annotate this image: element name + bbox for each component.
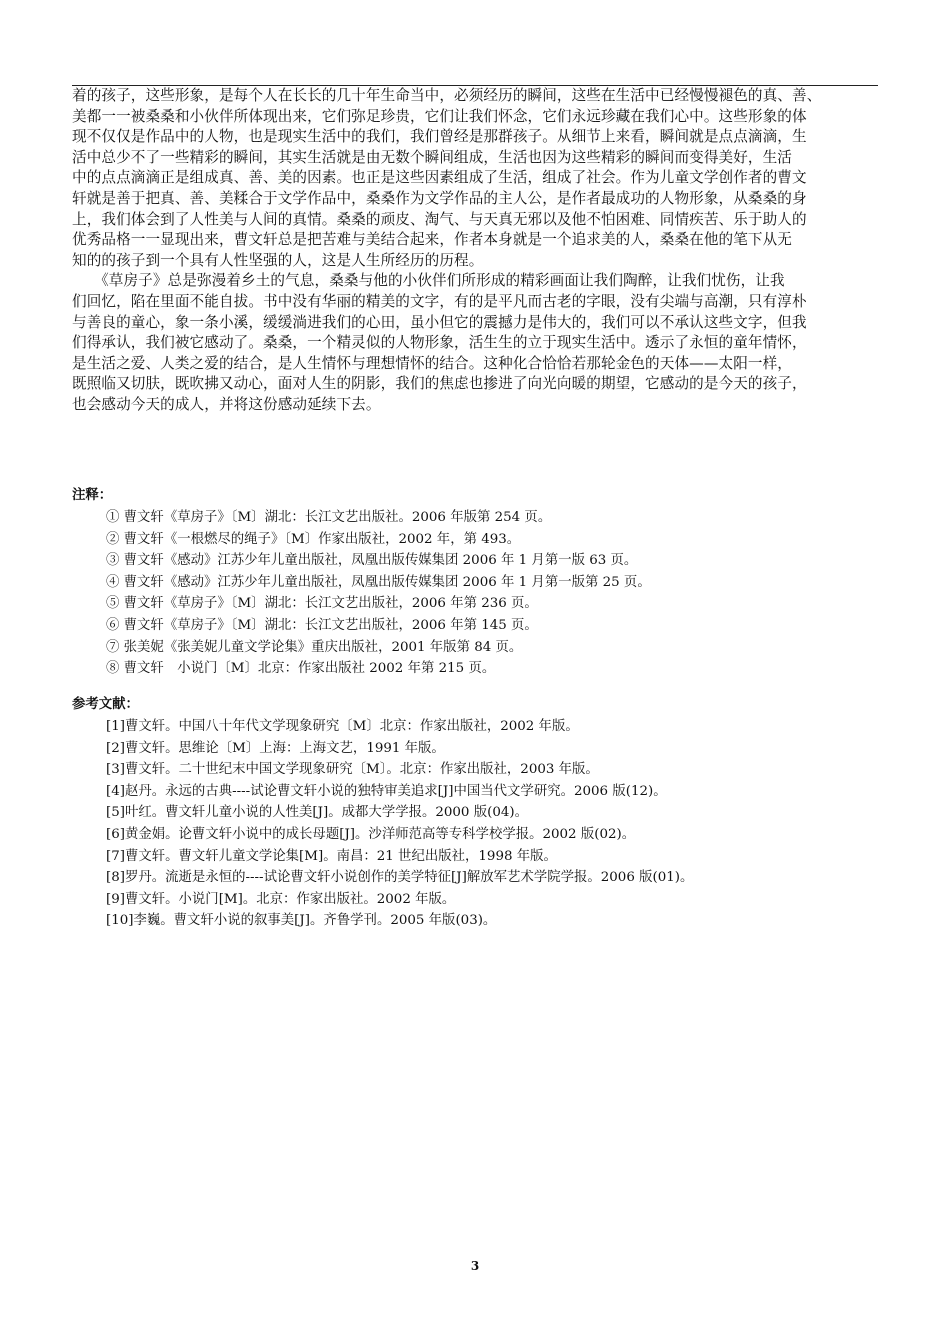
reference-item: [7]曹文轩。曹文轩儿童文学论集[M]。南昌：21 世纪出版社，1998 年版。 (106, 848, 557, 864)
body-line: 着的孩子，这些形象，是每个人在长长的几十年生命当中，必须经历的瞬间，这些在生活中已经慢慢褪色的真、善、 (72, 87, 822, 104)
reference-item: [2]曹文轩。思维论〔M〕上海：上海文艺，1991 年版。 (106, 740, 445, 756)
reference-item: [5]叶红。曹文轩儿童小说的人性美[J]。成都大学学报。2000 版(04)。 (106, 805, 528, 821)
body-line: 优秀品格一一显现出来，曹文轩总是把苦难与美结合起来，作者本身就是一个追求美的人，桑桑在他的笔下从无 (72, 231, 792, 249)
note-item: ⑥ 曹文轩《草房子》〔M〕湖北：长江文艺出版社，2006 年第 145 页。 (106, 617, 538, 633)
references-heading: 参考文献： (72, 697, 139, 712)
note-item: ④ 曹文轩《感动》江苏少年儿童出版社，凤凰出版传媒集团 2006 年 1 月第一版第 25 页。 (106, 574, 651, 590)
body-line: 是生活之爱、人类之爱的结合，是人生情怀与理想情怀的结合。这种化合恰恰若那轮金色的天体——太阳一样， (72, 354, 792, 372)
page-number: 3 (470, 1259, 480, 1273)
body-line: 也会感动今天的成人，并将这份感动延续下去。 (72, 395, 381, 413)
reference-item: [1]曹文轩。中国八十年代文学现象研究〔M〕北京：作家出版社，2002 年版。 (106, 719, 579, 734)
body-line: 活中总少不了一些精彩的瞬间，其实生活就是由无数个瞬间组成，生活也因为这些精彩的瞬间而变得美好，生活 (72, 148, 792, 166)
reference-item: [3]曹文轩。二十世纪末中国文学现象研究〔M〕。北京：作家出版社，2003 年版。 (106, 762, 599, 778)
references-section (72, 694, 872, 932)
body-line: 与善良的童心，象一条小溪，缓缓淌进我们的心田，虽小但它的震撼力是伟大的，我们可以不承认这些文字，但我 (72, 313, 807, 331)
body-text (72, 86, 884, 416)
notes-section (72, 485, 872, 680)
body-line: 知的的孩子到一个具有人性坚强的人，这是人生所经历的历程。 (72, 251, 484, 269)
reference-item: [10]李巍。曹文轩小说的叙事美[J]。齐鲁学刊。2005 年版(03)。 (106, 913, 497, 929)
notes-heading: 注释： (72, 488, 113, 503)
reference-item: [9]曹文轩。小说门[M]。北京：作家出版社。2002 年版。 (106, 891, 456, 907)
body-line: 们得承认，我们被它感动了。桑桑，一个精灵似的人物形象，活生生的立于现实生活中。透示了永恒的童年情怀， (72, 334, 807, 352)
note-item: ① 曹文轩《草房子》〔M〕湖北：长江文艺出版社。2006 年版第 254 页。 (106, 510, 552, 525)
reference-item: [6]黄金娟。论曹文轩小说中的成长母题[J]。沙洋师范高等专科学校学报。2002 版(02)。 (106, 826, 636, 842)
body-line: 美都一一被桑桑和小伙伴所体现出来，它们弥足珍贵，它们让我们怀念，它们永远珍藏在我们心中。这些形象的体 (72, 107, 807, 125)
reference-item: [4]赵丹。永远的古典----试论曹文轩小说的独特审美追求[J]中国当代文学研究。2006 版(12)。 (106, 783, 667, 799)
note-item: ⑤ 曹文轩《草房子》〔M〕湖北：长江文艺出版社，2006 年第 236 页。 (106, 596, 538, 612)
body-line: 轩就是善于把真、善、美糅合于文学作品中，桑桑作为文学作品的主人公，是作者最成功的人物形象，从桑桑的身 (72, 189, 807, 207)
note-item: ③ 曹文轩《感动》江苏少年儿童出版社，凤凰出版传媒集团 2006 年 1 月第一版 63 页。 (106, 553, 638, 569)
note-item: ⑦ 张美妮《张美妮儿童文学论集》重庆出版社，2001 年版第 84 页。 (106, 639, 523, 655)
reference-item: [8]罗丹。流逝是永恒的----试论曹文轩小说创作的美学特征[J]解放军艺术学院学报。2006 版(01)。 (106, 870, 694, 886)
body-line: 们回忆，陷在里面不能自拔。书中没有华丽的精美的文字，有的是平凡而古老的字眼，没有尖端与高潮，只有淳朴 (72, 292, 807, 310)
note-item: ② 曹文轩《一根燃尽的绳子》〔M〕作家出版社，2002 年，第 493。 (106, 531, 521, 547)
body-line: 上，我们体会到了人性美与人间的真情。桑桑的顽皮、淘气、与天真无邪以及他不怕困难、同情疾苦、乐于助人的 (72, 210, 807, 228)
body-line: 中的点点滴滴正是组成真、善、美的因素。也正是这些因素组成了生活，组成了社会。作为儿童文学创作者的曹文 (72, 169, 807, 187)
note-item: ⑧ 曹文轩 小说门〔M〕北京：作家出版社 2002 年第 215 页。 (106, 661, 496, 677)
body-line: 现不仅仅是作品中的人物，也是现实生活中的我们，我们曾经是那群孩子。从细节上来看，瞬间就是点点滴滴，生 (72, 128, 807, 146)
body-line: 既照临又切肤，既吹拂又动心，面对人生的阴影，我们的焦虑也掺进了向光向暖的期望，它感动的是今天的孩子， (72, 375, 807, 393)
body-line: 《草房子》总是弥漫着乡土的气息，桑桑与他的小伙伴们所形成的精彩画面让我们陶醉，让我们忧伤，让我 (72, 272, 785, 290)
